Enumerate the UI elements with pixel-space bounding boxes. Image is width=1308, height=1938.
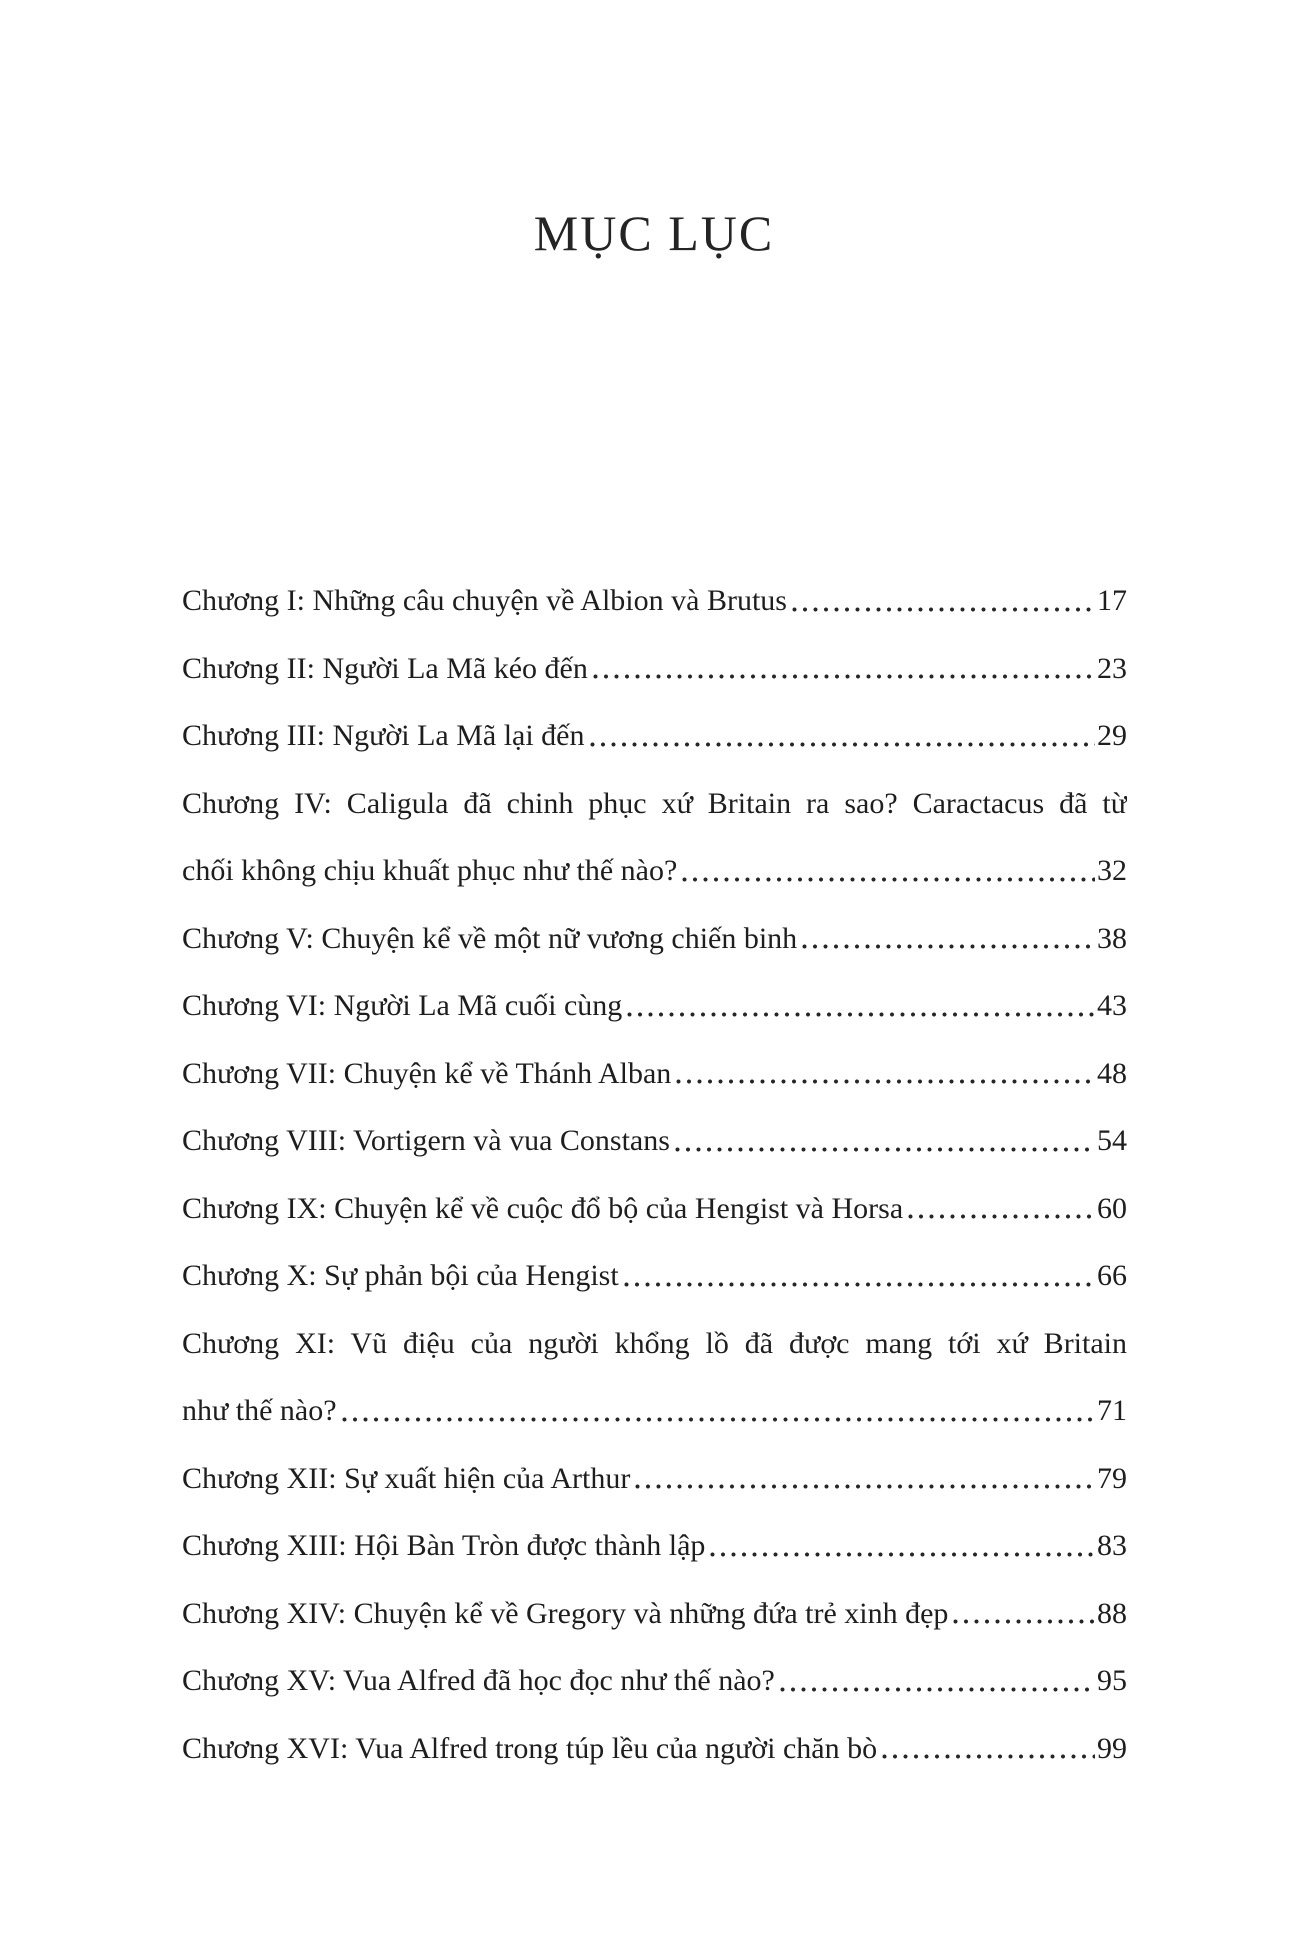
toc-entry-text: như thế nào? — [182, 1394, 337, 1427]
toc-entry-text: Chương XII: Sự xuất hiện của Arthur — [182, 1461, 631, 1495]
toc-entry-text: Chương VII: Chuyện kể về Thánh Alban — [182, 1056, 672, 1090]
page-number: 88 — [1097, 1596, 1127, 1630]
table-of-contents — [182, 567, 1127, 1782]
toc-entry-wrapped-line — [182, 1310, 1127, 1378]
toc-entry — [182, 1242, 1127, 1310]
toc-entry-text: Chương XIV: Chuyện kể về Gregory và những đứa trẻ xinh đẹp — [182, 1596, 949, 1630]
toc-entry — [182, 1377, 1127, 1445]
dot-leader — [682, 877, 1095, 882]
dot-leader — [627, 1012, 1095, 1017]
dot-leader — [780, 1687, 1095, 1692]
toc-entry-text: chối không chịu khuất phục như thế nào? — [182, 854, 678, 887]
toc-entry — [182, 1647, 1127, 1715]
toc-entry — [182, 905, 1127, 973]
page-number: 71 — [1097, 1394, 1127, 1427]
toc-entry-text: Chương VIII: Vortigern và vua Constans — [182, 1124, 670, 1157]
page-number: 95 — [1097, 1664, 1127, 1697]
toc-entry-wrapped-line — [182, 770, 1127, 838]
toc-entry — [182, 635, 1127, 703]
dot-leader — [676, 1079, 1095, 1084]
toc-entry — [182, 1107, 1127, 1175]
dot-leader — [802, 944, 1095, 949]
dot-leader — [710, 1552, 1095, 1557]
page-number: 54 — [1097, 1124, 1127, 1157]
page-number: 60 — [1097, 1191, 1127, 1225]
toc-entry — [182, 1175, 1127, 1243]
toc-entry — [182, 567, 1127, 635]
toc-entry-text: Chương IX: Chuyện kể về cuộc đổ bộ của Hengist và Horsa — [182, 1191, 904, 1225]
page-number: 29 — [1097, 719, 1127, 752]
dot-leader — [590, 742, 1096, 747]
toc-entry — [182, 1580, 1127, 1648]
page-number: 17 — [1097, 584, 1127, 617]
dot-leader — [882, 1754, 1095, 1759]
page-number: 23 — [1097, 651, 1127, 685]
page-number: 83 — [1097, 1529, 1127, 1562]
toc-entry-text: Chương VI: Người La Mã cuối cùng — [182, 989, 623, 1022]
toc-entry-text: Chương XVI: Vua Alfred trong túp lều của người chăn bò — [182, 1731, 878, 1765]
dot-leader — [908, 1214, 1095, 1219]
dot-leader — [593, 674, 1095, 679]
page-number: 79 — [1097, 1461, 1127, 1495]
dot-leader — [953, 1619, 1095, 1624]
dot-leader — [624, 1282, 1095, 1287]
toc-entry — [182, 972, 1127, 1040]
page-title: MỤC LỤC — [533, 205, 775, 261]
toc-entry — [182, 1715, 1127, 1783]
toc-entry — [182, 1512, 1127, 1580]
toc-entry — [182, 1040, 1127, 1108]
dot-leader — [675, 1147, 1095, 1152]
page-number: 66 — [1097, 1259, 1127, 1292]
toc-entry-text: Chương II: Người La Mã kéo đến — [182, 651, 588, 685]
toc-entry-text: Chương I: Những câu chuyện về Albion và Brutus — [182, 584, 787, 617]
toc-entry-text: Chương IV: Caligula đã chinh phục xứ Britain ra sao? Caractacus đã từ — [182, 786, 1127, 820]
toc-entry-text: Chương III: Người La Mã lại đến — [182, 719, 585, 752]
page-number: 48 — [1097, 1056, 1127, 1090]
dot-leader — [792, 607, 1095, 612]
page-number: 43 — [1097, 989, 1127, 1022]
page-number: 99 — [1097, 1731, 1127, 1765]
toc-entry-text: Chương V: Chuyện kể về một nữ vương chiến binh — [182, 921, 798, 955]
toc-entry — [182, 1445, 1127, 1513]
page-number: 32 — [1097, 854, 1127, 887]
dot-leader — [342, 1417, 1095, 1422]
toc-entry-text: Chương XI: Vũ điệu của người khổng lồ đã được mang tới xứ Britain — [182, 1326, 1127, 1360]
toc-entry-text: Chương X: Sự phản bội của Hengist — [182, 1259, 619, 1292]
page-number: 38 — [1097, 921, 1127, 955]
toc-entry-text: Chương XV: Vua Alfred đã học đọc như thế nào? — [182, 1664, 775, 1697]
toc-entry — [182, 702, 1127, 770]
toc-entry — [182, 837, 1127, 905]
dot-leader — [635, 1484, 1095, 1489]
toc-entry-text: Chương XIII: Hội Bàn Tròn được thành lập — [182, 1529, 706, 1562]
